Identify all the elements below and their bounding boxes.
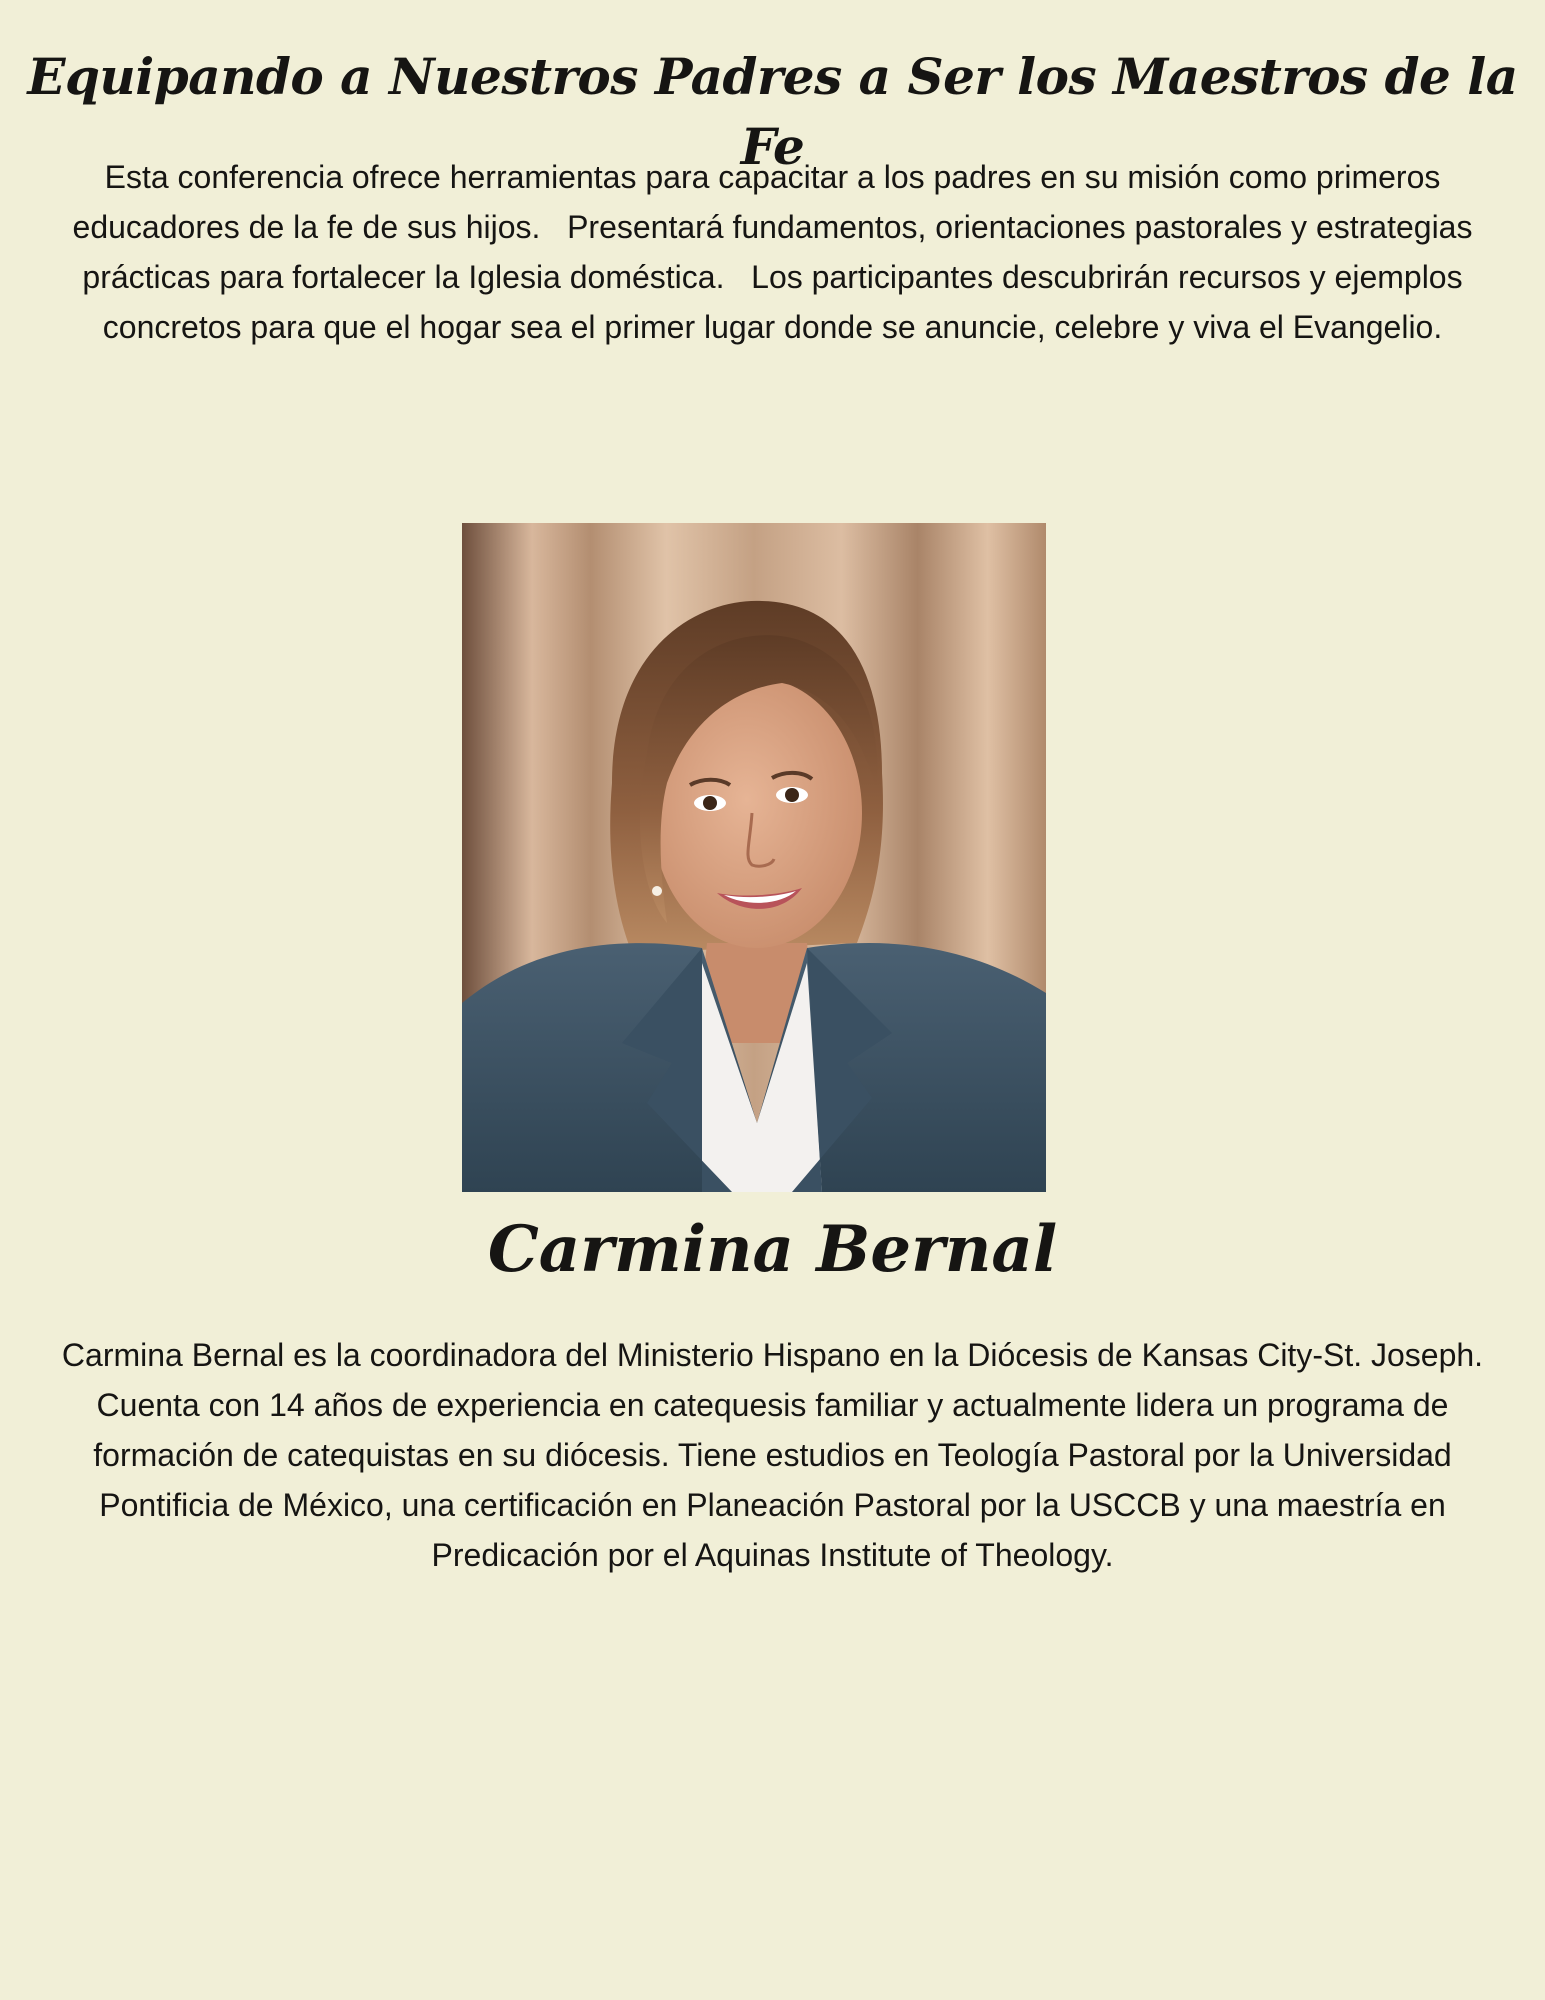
speaker-photo (462, 523, 1046, 1192)
page-title: Equipando a Nuestros Padres a Ser los Maestros de la Fe (27, 47, 1518, 176)
conference-description: Esta conferencia ofrece herramientas para capacitar a los padres en su misión como primeros educadores de la fe de sus hijos. Presentará fundamentos, orientaciones pastorales y estrategias prácticas para fortalecer la Iglesia doméstica. Los participantes descubrirán recursos y ejemplos concretos para que el hogar sea el primer lugar donde se anuncie, celebre y viva el Evangelio. (72, 159, 1482, 345)
speaker-portrait-illustration (462, 523, 1046, 1192)
speaker-name: Carmina Bernal (487, 1212, 1058, 1287)
speaker-bio: Carmina Bernal es la coordinadora del Ministerio Hispano en la Diócesis de Kansas City-St. Joseph. Cuenta con 14 años de experiencia en catequesis familiar y actualmente lidera un programa de formación de catequistas en su diócesis. Tiene estudios en Teología Pastoral por la Universidad Pontificia de México, una certificación en Planeación Pastoral por la USCCB y una maestría en Predicación por el Aquinas Institute of Theology. (61, 1337, 1484, 1573)
